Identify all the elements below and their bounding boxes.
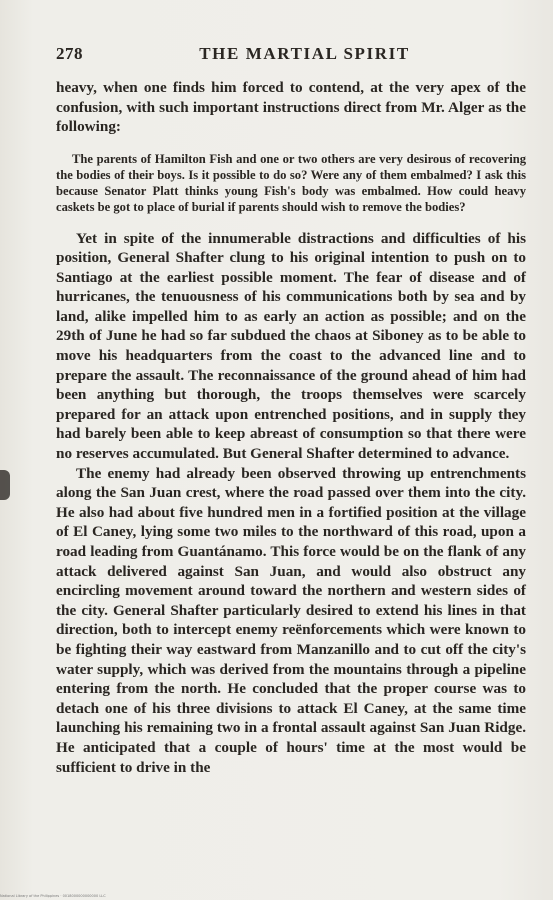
running-title: THE MARTIAL SPIRIT [199, 44, 410, 63]
paragraph-shafter-advance: Yet in spite of the innumerable distractions and difficulties of his position, General Shafter clung to his original intention to push on to Santiago at the earliest possible moment. The fear of disease and of hurricanes, the tenuousness of his communications both by sea and by land, alike impelled him to as early an action as possible; and on the 29th of June he had so far subdued the chaos at Siboney as to be able to move his headquarters from the coast to the advanced line and to prepare the assault. The reconnaissance of the ground ahead of him had been anything but thorough, the troops themselves were scarcely prepared for an attack upon entrenched positions, and in supply they had barely been able to keep abreast of consumption so that there were no reserves accumulated. But General Shafter determined to advance. [56, 229, 526, 463]
page-header [56, 44, 523, 68]
page-edge-blot [0, 470, 10, 500]
page-number: 278 [56, 44, 83, 63]
opening-paragraph: heavy, when one finds him forced to contend, at the very apex of the confusion, with such important instructions direct from Mr. Alger as the following: [56, 79, 526, 135]
block-quote: The parents of Hamilton Fish and one or two others are very desirous of recovering the bodies of their boys. Is it possible to do so? Were any of them embalmed? I ask this because Senator Platt thinks young Fish's body was embalmed. How could heavy caskets be got to place of burial if parents should wish to remove the bodies? [56, 151, 526, 214]
page-body [56, 78, 526, 777]
paragraph-enemy-positions: The enemy had already been observed throwing up entrenchments along the San Juan crest, where the road passed over them into the city. He also had about five hundred men in a fortified position at the village of El Caney, lying some two miles to the northward of this road, upon a road leading from Guantánamo. This force would be on the flank of any attack delivered against San Juan, and would also obstruct any encircling movement around toward the northern and western sides of the city. General Shafter particularly desired to extend his lines in that direction, both to intercept enemy reënforcements which were known to be fighting their way eastward from Manzanillo and to cut off the city's water supply, which was derived from the mountains through a pipeline entering from the north. He concluded that the proper course was to detach one of his three divisions to attack El Caney, at the same time launching his remaining two in a frontal assault against San Juan Ridge. He anticipated that a couple of hours' time at the most would be sufficient to drive in the [56, 464, 526, 776]
scan-footer: National Library of the Philippines · 0018000000000000 LLC [0, 894, 106, 898]
